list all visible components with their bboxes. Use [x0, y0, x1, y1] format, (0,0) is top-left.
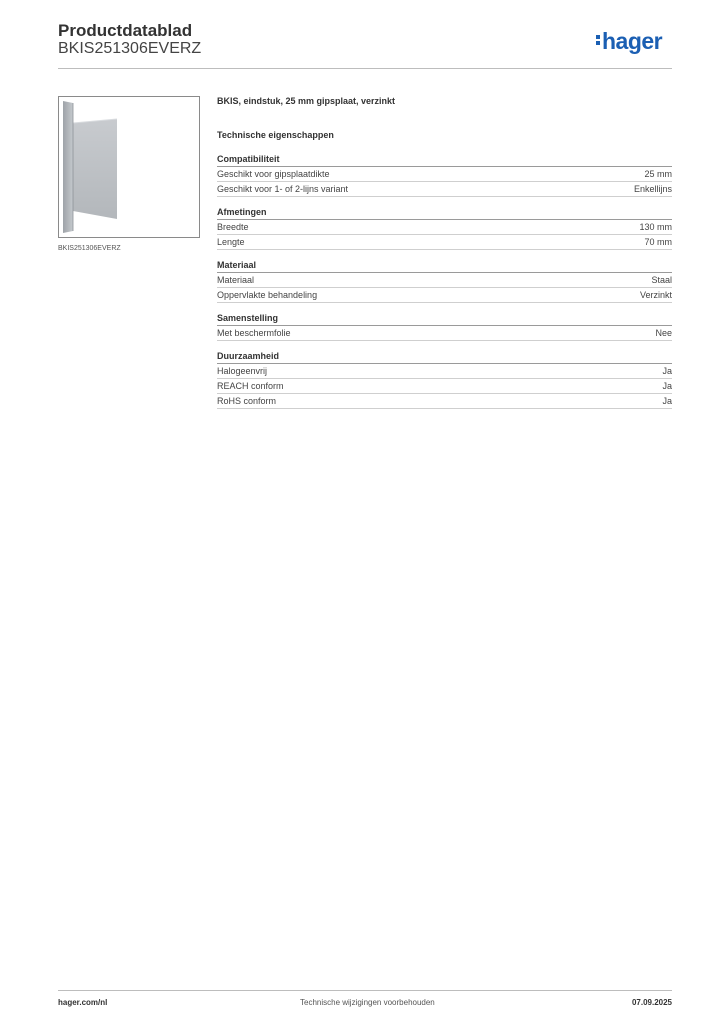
- spec-section-sustainability: [217, 351, 672, 409]
- spec-row: [217, 326, 672, 341]
- spec-value: 130 mm: [639, 222, 672, 232]
- header-divider: [58, 68, 672, 69]
- spec-row: [217, 394, 672, 409]
- image-caption: BKIS251306EVERZ: [58, 245, 121, 252]
- spec-section-dimensions: [217, 207, 672, 250]
- section-title: Compatibiliteit: [217, 154, 672, 167]
- spec-row: [217, 182, 672, 197]
- section-title: Duurzaamheid: [217, 351, 672, 364]
- hager-logo: [596, 28, 662, 55]
- spec-value: Nee: [655, 328, 672, 338]
- logo-dots-icon: [596, 33, 600, 47]
- product-image-frame: [58, 96, 200, 238]
- technical-properties-title: Technische eigenschappen: [217, 130, 334, 140]
- spec-label: Met beschermfolie: [217, 328, 291, 338]
- spec-row: [217, 288, 672, 303]
- spec-value: Ja: [662, 381, 672, 391]
- spec-value: 70 mm: [644, 237, 672, 247]
- section-title: Materiaal: [217, 260, 672, 273]
- product-code-heading: BKIS251306EVERZ: [58, 40, 202, 57]
- footer-date: 07.09.2025: [631, 998, 672, 1007]
- footer-divider: [58, 990, 672, 991]
- spec-value: Verzinkt: [639, 290, 672, 300]
- spec-section-material: [217, 260, 672, 303]
- spec-row: [217, 273, 672, 288]
- product-description: BKIS, eindstuk, 25 mm gipsplaat, verzinkt: [217, 96, 396, 106]
- spec-row: [217, 379, 672, 394]
- spec-value: Staal: [651, 275, 672, 285]
- section-title: Samenstelling: [217, 313, 672, 326]
- footer-disclaimer: Technische wijzigingen voorbehouden: [300, 998, 435, 1007]
- footer-website-link[interactable]: hager.com/nl: [58, 998, 108, 1007]
- spec-value: Ja: [662, 396, 672, 406]
- spec-label: Lengte: [217, 237, 245, 247]
- spec-section-composition: [217, 313, 672, 341]
- spec-label: Oppervlakte behandeling: [217, 290, 318, 300]
- product-endcap-image: [59, 97, 199, 237]
- spec-label: Geschikt voor 1- of 2-lijns variant: [217, 184, 349, 194]
- spec-label: Materiaal: [217, 275, 255, 285]
- spec-row: [217, 167, 672, 182]
- spec-content: [217, 96, 672, 409]
- spec-row: [217, 235, 672, 250]
- logo-text: hager: [602, 28, 663, 54]
- spec-label: Halogeenvrij: [217, 366, 268, 376]
- spec-row: [217, 364, 672, 379]
- spec-label: Breedte: [217, 222, 249, 232]
- spec-value: Ja: [662, 366, 672, 376]
- page-title: Productdatablad: [58, 21, 193, 40]
- spec-value: 25 mm: [644, 169, 672, 179]
- spec-value: Enkellijns: [633, 184, 672, 194]
- spec-label: REACH conform: [217, 381, 284, 391]
- spec-label: Geschikt voor gipsplaatdikte: [217, 169, 330, 179]
- spec-row: [217, 220, 672, 235]
- spec-section-compatibility: [217, 154, 672, 197]
- section-title: Afmetingen: [217, 207, 672, 220]
- spec-label: RoHS conform: [217, 396, 277, 406]
